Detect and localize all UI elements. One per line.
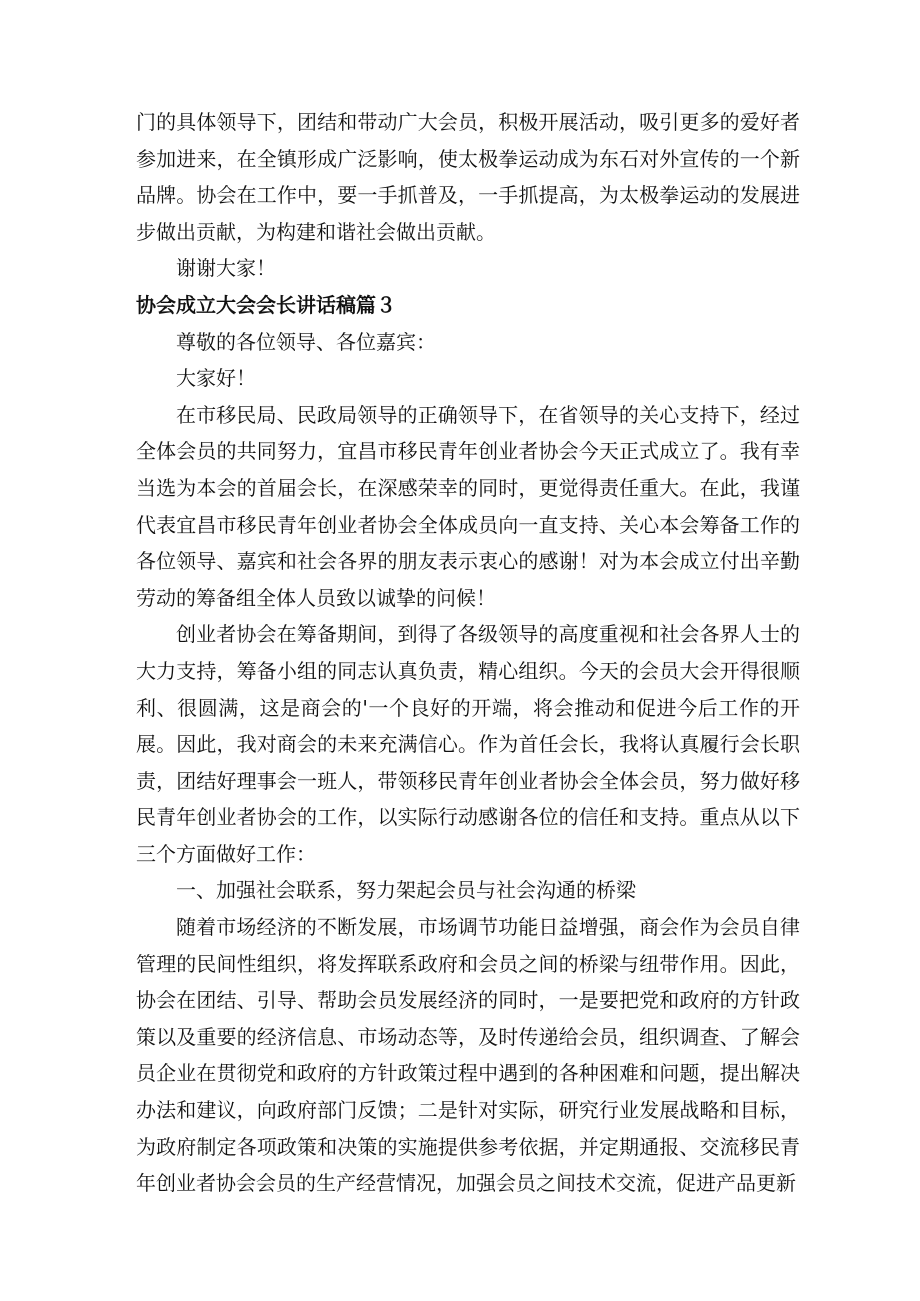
paragraph-continued: 门的具体领导下，团结和带动广大会员，积极开展活动，吸引更多的爱好者参加进来，在全镇形成广泛影响，使太极拳运动成为东石对外宣传的一个新品牌。协会在工作中，要一手抓普及，一手抓提高，为太极拳运动的发展进步做出贡献，为构建和谐社会做出贡献。 [136,110,800,244]
paragraph-subheading: 一、加强社会联系，努力架起会员与社会沟通的桥梁 [176,878,636,903]
paragraph-body: 在市移民局、民政局领导的正确领导下，在省领导的关心支持下，经过全体会员的共同努力，宜昌市移民青年创业者协会今天正式成立了。我有幸当选为本会的首届会长，在深感荣幸的同时，更觉得责任重大。在此，我谨代表宜昌市移民青年创业者协会全体成员向一直支持、关心本会筹备工作的各位领导、嘉宾和社会各界的朋友表示衷心的感谢！对为本会成立付出辛勤劳动的筹备组全体人员致以诚挚的问候！ [136,402,800,610]
paragraph-body: 创业者协会在筹备期间，到得了各级领导的高度重视和社会各界人士的大力支持，筹备小组的同志认真负责，精心组织。今天的会员大会开得很顺利、很圆满，这是商会的'一个良好的开端，将会推动和促进今后工作的开展。因此，我对商会的未来充满信心。作为首任会长，我将认真履行会长职责，团结好理事会一班人，带领移民青年创业者协会全体会员，努力做好移民青年创业者协会的工作，以实际行动感谢各位的信任和支持。重点从以下三个方面做好工作： [136,622,800,866]
paragraph-salutation: 尊敬的各位领导、各位嘉宾： [176,329,436,354]
document-body [136,104,800,1202]
section-heading: 协会成立大会会长讲话稿篇３ [136,292,396,317]
paragraph-body: 随着市场经济的不断发展，市场调节功能日益增强，商会作为会员自律管理的民间性组织，将发挥联系政府和会员之间的桥梁与纽带作用。因此，协会在团结、引导、帮助会员发展经济的同时，一是要把党和政府的方针政策以及重要的经济信息、市场动态等，及时传递给会员，组织调查、了解会员企业在贯彻党和政府的方针政策过程中遇到的各种困难和问题，提出解决办法和建议，向政府部门反馈；二是针对实际，研究行业发展战略和目标，为政府制定各项政策和决策的实施提供参考依据，并定期通报、交流移民青年创业者协会会员的生产经营情况，加强会员之间技术交流，促进产品更新 [136,915,800,1196]
paragraph-thanks: 谢谢大家！ [176,256,276,281]
paragraph-greeting: 大家好！ [176,366,256,391]
